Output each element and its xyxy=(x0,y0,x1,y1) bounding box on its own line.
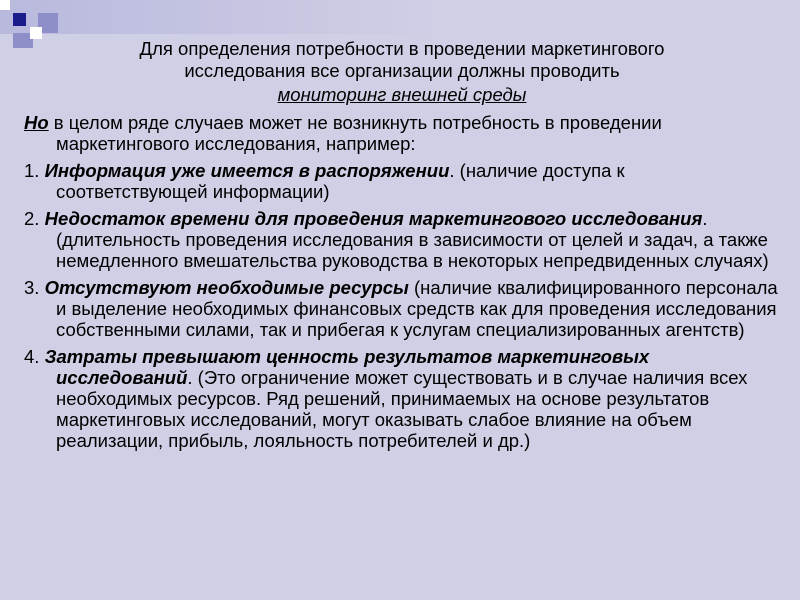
intro-line-2: исследования все организации должны проводить xyxy=(184,60,620,81)
item-text: . (наличие доступа к соответствующей информации) xyxy=(56,160,625,202)
item-number: 2. xyxy=(24,208,45,229)
intro-text xyxy=(24,38,780,82)
slide-content xyxy=(24,38,780,451)
item-number: 1. xyxy=(24,160,45,181)
header-band xyxy=(0,0,800,34)
lead-text: в целом ряде случаев может не возникнуть потребность в проведении маркетингового исследования, например: xyxy=(48,112,662,154)
item-number: 3. xyxy=(24,277,45,298)
item-text: . (Это ограничение может существовать и в случае наличия всех необходимых ресурсов. Ряд решений, принимаемых на основе результатов маркетинговых исследований, могут оказывать слабое влияние на объем реализации, прибыль, лояльность потребителей и др.) xyxy=(56,367,748,451)
monitoring-heading: мониторинг внешней среды xyxy=(277,84,527,105)
list-item xyxy=(24,160,780,202)
list-item xyxy=(24,208,780,271)
item-title: Отсутствуют необходимые ресурсы xyxy=(44,277,409,298)
item-title: Информация уже имеется в распоряжении xyxy=(44,160,450,181)
item-number: 4. xyxy=(24,346,45,367)
lead-paragraph xyxy=(24,112,780,154)
list-item xyxy=(24,346,780,451)
decor-square-dark xyxy=(13,13,26,26)
list-item xyxy=(24,277,780,340)
intro-line-1: Для определения потребности в проведении маркетингового xyxy=(139,38,665,59)
item-text: . (длительность проведения исследования в зависимости от целей и задач, а также немедленного вмешательства руководства в некоторых непредвиденных случаях) xyxy=(56,208,769,271)
item-title: Недостаток времени для проведения маркетингового исследования xyxy=(44,208,703,229)
lead-word: Но xyxy=(24,112,49,133)
decor-square-light-small xyxy=(0,0,10,10)
item-text: (наличие квалифицированного персонала и выделение необходимых финансовых средств как для проведения исследования собственными силами, так и прибегая к услугам специализированных агентств) xyxy=(56,277,778,340)
item-title: Затраты превышают ценность результатов маркетинговых исследований xyxy=(44,346,650,388)
